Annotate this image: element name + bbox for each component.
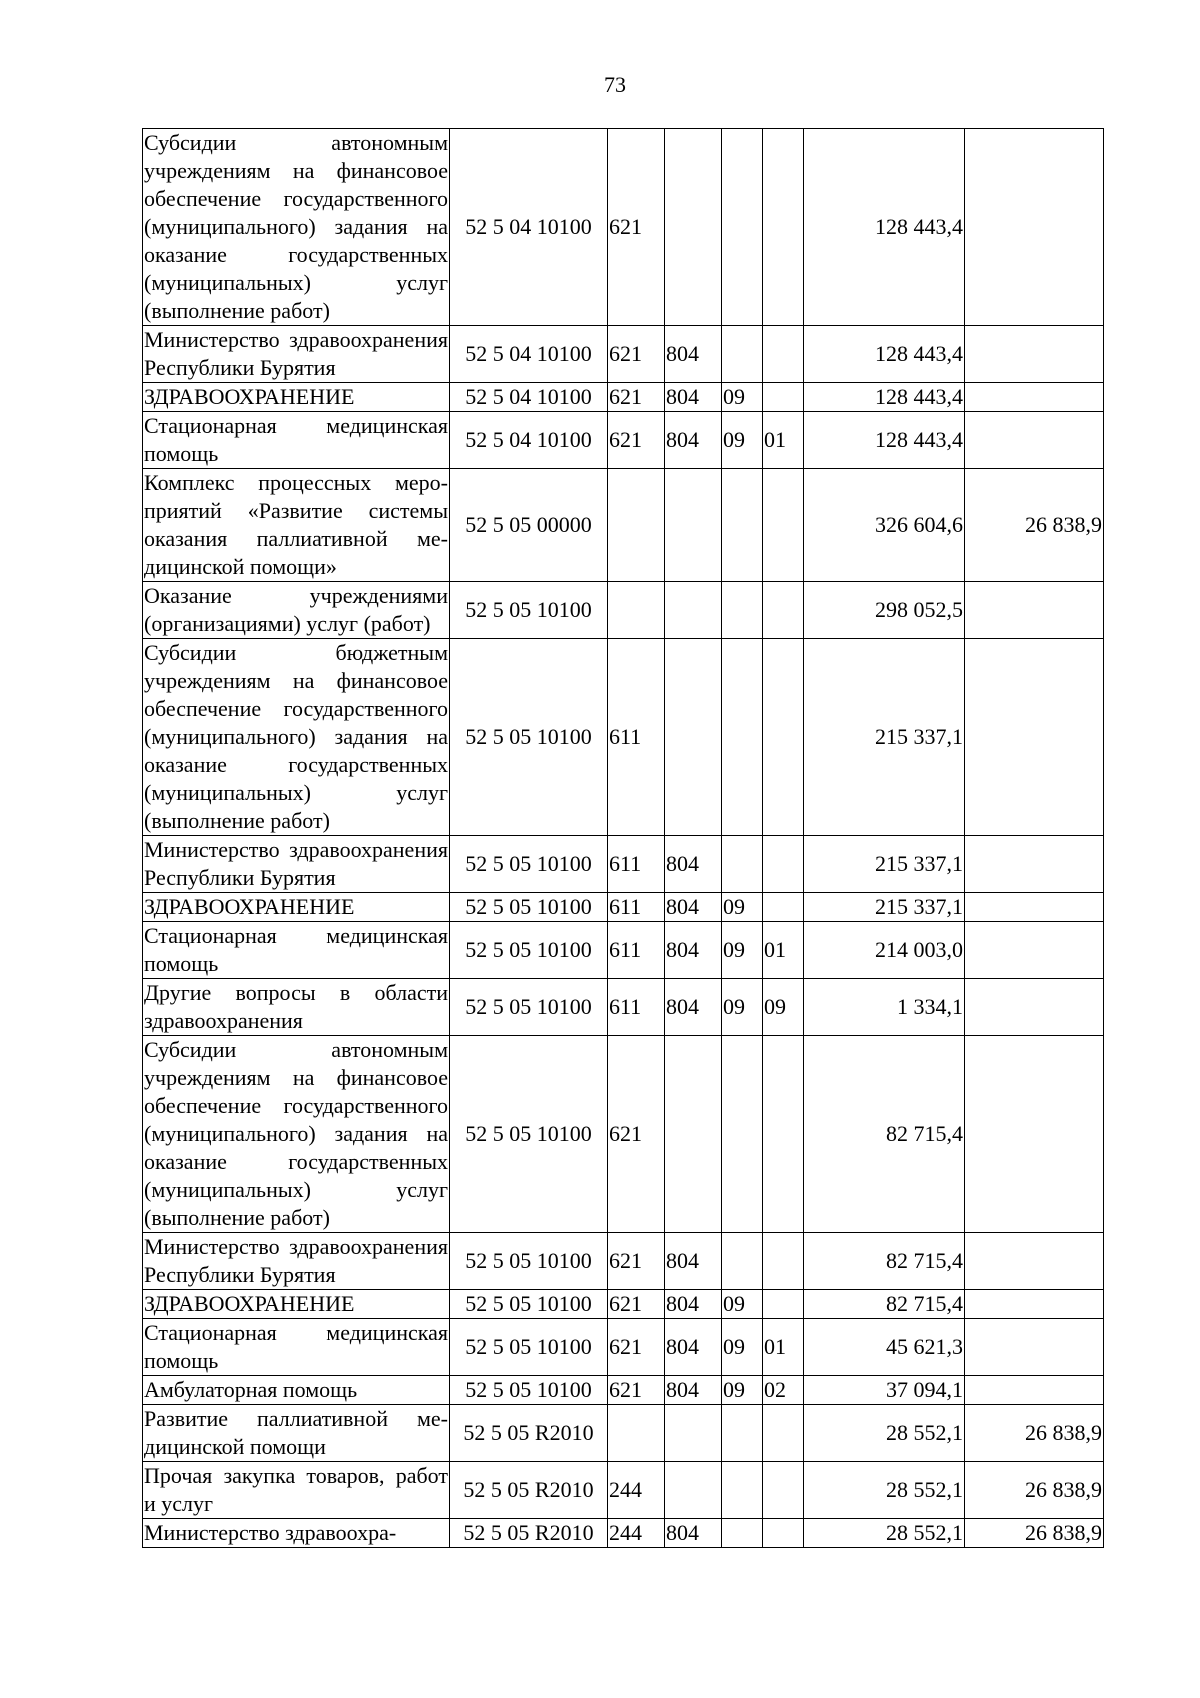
- row-name-cell: Министерство здравоохра-: [143, 1519, 450, 1548]
- target-code-cell: 52 5 05 10100: [450, 836, 608, 893]
- subsection-cell: [763, 326, 804, 383]
- section-cell: 09: [722, 1319, 763, 1376]
- ministry-code-cell: 804: [665, 1233, 722, 1290]
- table-body: [143, 129, 1104, 1548]
- table-row: [143, 1290, 1104, 1319]
- amount-cell: 298 052,5: [804, 582, 965, 639]
- subsection-cell: 02: [763, 1376, 804, 1405]
- amount-cell: 82 715,4: [804, 1233, 965, 1290]
- subsection-cell: [763, 469, 804, 582]
- section-cell: 09: [722, 1290, 763, 1319]
- row-name-cell: Прочая закупка товаров, работ и услуг: [143, 1462, 450, 1519]
- federal-amount-cell: [965, 1319, 1104, 1376]
- section-cell: [722, 582, 763, 639]
- ministry-code-cell: [665, 1036, 722, 1233]
- expense-type-cell: 621: [608, 1233, 665, 1290]
- row-name-cell: Субсидии автономным учреждениям на финансовое обеспечение государственного (муниципального) задания на оказание государственных (муниципальных) услуг (выполнение работ): [143, 1036, 450, 1233]
- subsection-cell: 01: [763, 922, 804, 979]
- page-number: 73: [604, 72, 626, 97]
- expense-type-cell: 611: [608, 922, 665, 979]
- amount-cell: 326 604,6: [804, 469, 965, 582]
- expense-type-cell: 611: [608, 893, 665, 922]
- section-cell: [722, 1405, 763, 1462]
- ministry-code-cell: 804: [665, 412, 722, 469]
- target-code-cell: 52 5 04 10100: [450, 129, 608, 326]
- federal-amount-cell: [965, 893, 1104, 922]
- target-code-cell: 52 5 05 10100: [450, 1233, 608, 1290]
- amount-cell: 82 715,4: [804, 1290, 965, 1319]
- section-cell: 09: [722, 1376, 763, 1405]
- federal-amount-cell: [965, 1290, 1104, 1319]
- section-cell: 09: [722, 979, 763, 1036]
- expense-type-cell: 244: [608, 1462, 665, 1519]
- target-code-cell: 52 5 05 10100: [450, 979, 608, 1036]
- ministry-code-cell: 804: [665, 383, 722, 412]
- federal-amount-cell: 26 838,9: [965, 469, 1104, 582]
- ministry-code-cell: [665, 1462, 722, 1519]
- table-row: [143, 326, 1104, 383]
- table-row: [143, 1376, 1104, 1405]
- ministry-code-cell: [665, 129, 722, 326]
- table-row: [143, 412, 1104, 469]
- expense-type-cell: 621: [608, 1319, 665, 1376]
- table-row: [143, 836, 1104, 893]
- expense-type-cell: 611: [608, 639, 665, 836]
- ministry-code-cell: [665, 639, 722, 836]
- amount-cell: 45 621,3: [804, 1319, 965, 1376]
- row-name-cell: ЗДРАВООХРАНЕНИЕ: [143, 383, 450, 412]
- federal-amount-cell: [965, 836, 1104, 893]
- amount-cell: 1 334,1: [804, 979, 965, 1036]
- expense-type-cell: 621: [608, 383, 665, 412]
- amount-cell: 28 552,1: [804, 1405, 965, 1462]
- section-cell: [722, 1036, 763, 1233]
- ministry-code-cell: [665, 582, 722, 639]
- section-cell: 09: [722, 412, 763, 469]
- row-name-cell: Развитие паллиативной медицинской помощи: [143, 1405, 450, 1462]
- section-cell: 09: [722, 893, 763, 922]
- row-name-cell: Стационарная медицинская помощь: [143, 412, 450, 469]
- section-cell: [722, 1233, 763, 1290]
- target-code-cell: 52 5 05 10100: [450, 1036, 608, 1233]
- ministry-code-cell: 804: [665, 326, 722, 383]
- expense-type-cell: 621: [608, 129, 665, 326]
- subsection-cell: [763, 1405, 804, 1462]
- row-name-cell: Стационарная медицинская помощь: [143, 922, 450, 979]
- subsection-cell: [763, 1036, 804, 1233]
- table-row: [143, 469, 1104, 582]
- subsection-cell: [763, 836, 804, 893]
- table-row: [143, 922, 1104, 979]
- row-name-cell: Стационарная медицинская помощь: [143, 1319, 450, 1376]
- table-row: [143, 1036, 1104, 1233]
- subsection-cell: 01: [763, 1319, 804, 1376]
- row-name-cell: Министерство здравоохранения Республики Бурятия: [143, 326, 450, 383]
- federal-amount-cell: [965, 1376, 1104, 1405]
- section-cell: [722, 836, 763, 893]
- section-cell: 09: [722, 383, 763, 412]
- target-code-cell: 52 5 05 10100: [450, 922, 608, 979]
- target-code-cell: 52 5 05 R2010: [450, 1462, 608, 1519]
- section-cell: [722, 1519, 763, 1548]
- ministry-code-cell: [665, 1405, 722, 1462]
- federal-amount-cell: [965, 412, 1104, 469]
- row-name-cell: Другие вопросы в области здравоохранения: [143, 979, 450, 1036]
- expense-type-cell: [608, 582, 665, 639]
- table-row: [143, 383, 1104, 412]
- federal-amount-cell: [965, 1036, 1104, 1233]
- target-code-cell: 52 5 04 10100: [450, 326, 608, 383]
- federal-amount-cell: [965, 979, 1104, 1036]
- table-row: [143, 1519, 1104, 1548]
- table-row: [143, 1462, 1104, 1519]
- table-row: [143, 1233, 1104, 1290]
- table-row: [143, 1405, 1104, 1462]
- table-row: [143, 639, 1104, 836]
- row-name-cell: Субсидии бюджетным учреждениям на финансовое обеспечение государственного (муниципального) задания на оказание государственных (муниципальных) услуг (выполнение работ): [143, 639, 450, 836]
- expense-type-cell: 611: [608, 979, 665, 1036]
- target-code-cell: 52 5 05 10100: [450, 1290, 608, 1319]
- subsection-cell: [763, 893, 804, 922]
- amount-cell: 215 337,1: [804, 639, 965, 836]
- target-code-cell: 52 5 05 10100: [450, 1376, 608, 1405]
- table-row: [143, 893, 1104, 922]
- ministry-code-cell: 804: [665, 1519, 722, 1548]
- federal-amount-cell: 26 838,9: [965, 1462, 1104, 1519]
- target-code-cell: 52 5 04 10100: [450, 383, 608, 412]
- ministry-code-cell: 804: [665, 922, 722, 979]
- expense-type-cell: 621: [608, 1036, 665, 1233]
- federal-amount-cell: 26 838,9: [965, 1519, 1104, 1548]
- subsection-cell: [763, 639, 804, 836]
- target-code-cell: 52 5 04 10100: [450, 412, 608, 469]
- amount-cell: 28 552,1: [804, 1462, 965, 1519]
- section-cell: [722, 639, 763, 836]
- budget-table: [142, 128, 1104, 1548]
- target-code-cell: 52 5 05 10100: [450, 1319, 608, 1376]
- section-cell: [722, 129, 763, 326]
- amount-cell: 214 003,0: [804, 922, 965, 979]
- expense-type-cell: 621: [608, 1290, 665, 1319]
- amount-cell: 37 094,1: [804, 1376, 965, 1405]
- row-name-cell: ЗДРАВООХРАНЕНИЕ: [143, 893, 450, 922]
- target-code-cell: 52 5 05 R2010: [450, 1519, 608, 1548]
- table-row: [143, 129, 1104, 326]
- federal-amount-cell: [965, 922, 1104, 979]
- amount-cell: 128 443,4: [804, 326, 965, 383]
- amount-cell: 128 443,4: [804, 412, 965, 469]
- amount-cell: 215 337,1: [804, 836, 965, 893]
- target-code-cell: 52 5 05 R2010: [450, 1405, 608, 1462]
- target-code-cell: 52 5 05 00000: [450, 469, 608, 582]
- federal-amount-cell: [965, 129, 1104, 326]
- subsection-cell: [763, 383, 804, 412]
- expense-type-cell: 621: [608, 326, 665, 383]
- section-cell: [722, 326, 763, 383]
- amount-cell: 28 552,1: [804, 1519, 965, 1548]
- subsection-cell: 01: [763, 412, 804, 469]
- expense-type-cell: [608, 1405, 665, 1462]
- amount-cell: 82 715,4: [804, 1036, 965, 1233]
- ministry-code-cell: 804: [665, 836, 722, 893]
- table-row: [143, 1319, 1104, 1376]
- ministry-code-cell: 804: [665, 1376, 722, 1405]
- expense-type-cell: 621: [608, 1376, 665, 1405]
- subsection-cell: [763, 582, 804, 639]
- expense-type-cell: 611: [608, 836, 665, 893]
- ministry-code-cell: 804: [665, 1290, 722, 1319]
- federal-amount-cell: [965, 383, 1104, 412]
- row-name-cell: Министерство здравоохранения Республики Бурятия: [143, 836, 450, 893]
- target-code-cell: 52 5 05 10100: [450, 639, 608, 836]
- subsection-cell: [763, 1233, 804, 1290]
- row-name-cell: Субсидии автономным учреждениям на финансовое обеспечение государственного (муниципального) задания на оказание государственных (муниципальных) услуг (выполнение работ): [143, 129, 450, 326]
- federal-amount-cell: [965, 1233, 1104, 1290]
- federal-amount-cell: [965, 326, 1104, 383]
- federal-amount-cell: [965, 639, 1104, 836]
- row-name-cell: Министерство здравоохранения Республики Бурятия: [143, 1233, 450, 1290]
- ministry-code-cell: [665, 469, 722, 582]
- section-cell: [722, 469, 763, 582]
- subsection-cell: 09: [763, 979, 804, 1036]
- subsection-cell: [763, 1290, 804, 1319]
- expense-type-cell: 244: [608, 1519, 665, 1548]
- expense-type-cell: 621: [608, 412, 665, 469]
- row-name-cell: Амбулаторная помощь: [143, 1376, 450, 1405]
- target-code-cell: 52 5 05 10100: [450, 893, 608, 922]
- ministry-code-cell: 804: [665, 1319, 722, 1376]
- row-name-cell: ЗДРАВООХРАНЕНИЕ: [143, 1290, 450, 1319]
- table-row: [143, 979, 1104, 1036]
- row-name-cell: Оказание учреждениями (организациями) услуг (работ): [143, 582, 450, 639]
- federal-amount-cell: [965, 582, 1104, 639]
- amount-cell: 128 443,4: [804, 383, 965, 412]
- ministry-code-cell: 804: [665, 979, 722, 1036]
- table-row: [143, 582, 1104, 639]
- amount-cell: 215 337,1: [804, 893, 965, 922]
- subsection-cell: [763, 1462, 804, 1519]
- section-cell: [722, 1462, 763, 1519]
- expense-type-cell: [608, 469, 665, 582]
- target-code-cell: 52 5 05 10100: [450, 582, 608, 639]
- subsection-cell: [763, 1519, 804, 1548]
- ministry-code-cell: 804: [665, 893, 722, 922]
- amount-cell: 128 443,4: [804, 129, 965, 326]
- row-name-cell: Комплекс процессных мероприятий «Развитие системы оказания паллиативной медицинской помощи»: [143, 469, 450, 582]
- federal-amount-cell: 26 838,9: [965, 1405, 1104, 1462]
- section-cell: 09: [722, 922, 763, 979]
- subsection-cell: [763, 129, 804, 326]
